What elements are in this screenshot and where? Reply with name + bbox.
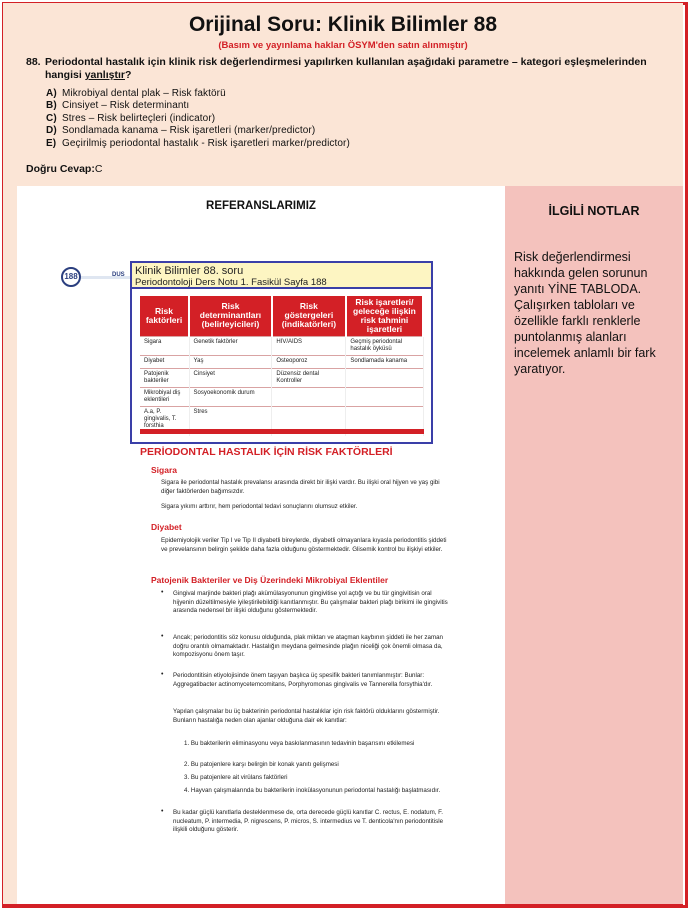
- paragraph: Gingival marjinde bakteri plağı akümülasyonunun gingivitise yol açtığı ve bu tür gingivitisin oral hijyenin düzeltilmesiyle iyileştirilebildiği kanıtlanmıştır. Bu çalışmalar bakteri plağı birikimi ile gingivitis arasında nedensel bir ilişki olduğunu göstermektedir.: [173, 590, 448, 614]
- page-title: Orijinal Soru: Klinik Bilimler 88: [188, 13, 498, 36]
- list-item: 1. Bu bakterilerin eliminasyonu veya baskılanmasının tedavinin başarısını etkilemesi: [184, 740, 415, 747]
- risk-table: [140, 296, 424, 436]
- left-margin-band: [3, 186, 17, 904]
- paragraph: Sigara yıkımı arttırır, hem periodontal tedavi sonuçlarını olumsuz etkiler.: [161, 503, 358, 510]
- option-e[interactable]: E) Geçirilmiş periodontal hastalık - Risk işaretleri marker/predictor): [46, 137, 350, 149]
- list-item: 3. Bu patojenlere ait virülans faktörleri: [184, 774, 288, 781]
- question-text: Periodontal hastalık için klinik risk değerlendirmesi yapılırken kullanılan aşağıdaki parametre – kategori eşleşmelerinden hangisi: [45, 56, 647, 81]
- list-item: 2. Bu patojenlere karşı belirgin bir konak yanıtı gelişmesi: [184, 761, 339, 768]
- reference-title: Klinik Bilimler 88. soru: [135, 265, 244, 277]
- risk-table-box: [130, 289, 433, 444]
- notes-panel: [505, 186, 683, 904]
- paragraph: Epidemiyolojik veriler Tip I ve Tip II diyabetli bireylerde, diyabetli olmayanlara kıyasla periodontitis şiddeti ve prevelansının belirgin şekilde daha fazla olduğunu göstermektedir. Glisemik kontrol bu ilişkiyi etkiler.: [161, 537, 447, 553]
- references-heading: REFERANSLARIMIZ: [206, 200, 316, 212]
- page-header-tag: DUS: [112, 272, 125, 278]
- paragraph: Periodontitisin etiyolojisinde önem taşıyan başlıca üç spesifik bakteri tanımlanmıştır: Bunlar: Aggregatibacter actinomycetemcomitans, Porphyromonas gingivalis ve Tannerella forsythia'dır.: [173, 672, 433, 688]
- excerpt-heading: PERİODONTAL HASTALIK İÇİN RİSK FAKTÖRLERİ: [140, 446, 393, 458]
- correct-answer: Doğru Cevap:C: [26, 163, 103, 175]
- notes-body: Risk değerlendirmesi hakkında gelen sorunun yanıtı YİNE TABLODA. Çalışırken tabloları ve özellikle farklı renklerle puntolanmış alanları incelemek anlamlı bir fark yaratıyor.: [514, 250, 656, 376]
- paragraph: Ancak; periodontitis söz konusu olduğunda, plak miktarı ve ataçman kaybının şiddeti ile her zaman doğru orantılı olmamaktadır. Hastalığın meydana gelmesinde plağın niceliği çok önemli olmasa da, kompozisyonu önem taşır.: [173, 634, 443, 658]
- question-number: 88.: [26, 56, 41, 68]
- option-list: [46, 88, 350, 150]
- bullet-icon: •: [161, 671, 164, 678]
- bullet-icon: •: [161, 589, 164, 596]
- table-row: Diyabet Yaş Osteoporoz Sondlamada kanama: [140, 355, 423, 368]
- section-title-bacteria: Patojenik Bakteriler ve Diş Üzerindeki Mikrobiyal Eklentiler: [151, 575, 389, 585]
- table-row: Patojenik bakteriler Cinsiyet Düzensiz dental Kontroller: [140, 368, 423, 387]
- paragraph: Sigara ile periodontal hastalık prevalansı arasında direkt bir ilişki vardır. Bu ilişki oral hijyen ve yaş gibi diğer faktörlerden bağımsızdır.: [161, 479, 440, 495]
- question-mark: ?: [124, 69, 132, 81]
- table-header: Risk göstergeleri (indikatörleri): [272, 296, 346, 336]
- reference-subtitle: Periodontoloji Ders Notu 1. Fasikül Sayfa 188: [135, 277, 327, 288]
- option-c[interactable]: C) Stres – Risk belirteçleri (indicator): [46, 112, 216, 124]
- correct-answer-value: C: [94, 163, 103, 175]
- table-header: Risk determinantları (belirleyicileri): [189, 296, 272, 336]
- option-a[interactable]: A) Mikrobiyal dental plak – Risk faktörü: [46, 88, 226, 99]
- bullet-icon: •: [161, 808, 164, 815]
- table-footer-bar: [140, 429, 424, 434]
- question-keyword: yanlıştır: [84, 69, 125, 81]
- option-d[interactable]: D) Sondlamada kanama – Risk işaretleri (marker/predictor): [46, 125, 316, 137]
- table-row: Sigara Genetik faktörler HIV/AIDS Geçmiş periodontal hastalık öyküsü: [140, 336, 423, 355]
- table-row: Mikrobiyal diş eklentileri Sosyoekonomik durum: [140, 387, 423, 406]
- table-header: Risk faktörleri: [140, 296, 189, 336]
- page-number-badge: 188: [61, 267, 81, 287]
- option-b[interactable]: B) Cinsiyet – Risk determinantı: [46, 100, 190, 112]
- section-title-smoking: Sigara: [151, 465, 177, 475]
- table-header: Risk işaretleri/ geleceğe ilişkin risk tahmini işaretleri: [346, 296, 423, 336]
- paragraph: Yapılan çalışmalar bu üç bakterinin periodontal hastalıklar için risk faktörü olduklarını göstermiştir. Bunların hastalığa neden olan ajanlar olduğuna dair ek kanıtlar:: [173, 708, 440, 724]
- notes-heading: İLGİLİ NOTLAR: [548, 204, 640, 218]
- paragraph: Bu kadar güçlü kanıtlarla desteklenmese de, orta derecede güçlü kanıtlar C. rectus, E. nodatum, F. nucleatum, P. intermedia, P. nigrescens, P. micros, S. intermedius ve T. denticola'nın periodontitisle ilişkili olduğunu gösterir.: [173, 809, 444, 833]
- copyright-note: (Basım ve yayınlama hakları ÖSYM'den satın alınmıştır): [218, 40, 468, 51]
- question-panel: [3, 3, 683, 186]
- question-stem: [26, 56, 666, 82]
- section-title-diabetes: Diyabet: [151, 522, 182, 532]
- table-row: A.a, P. gingivalis, T. forsthia Stres: [140, 406, 423, 436]
- reference-callout: [130, 261, 433, 289]
- bullet-icon: •: [161, 633, 164, 640]
- list-item: 4. Hayvan çalışmalarında bu bakterilerin inokülasyonunun periodontal hastalığı başlatmasıdır.: [184, 787, 441, 794]
- bottom-border: [3, 904, 683, 908]
